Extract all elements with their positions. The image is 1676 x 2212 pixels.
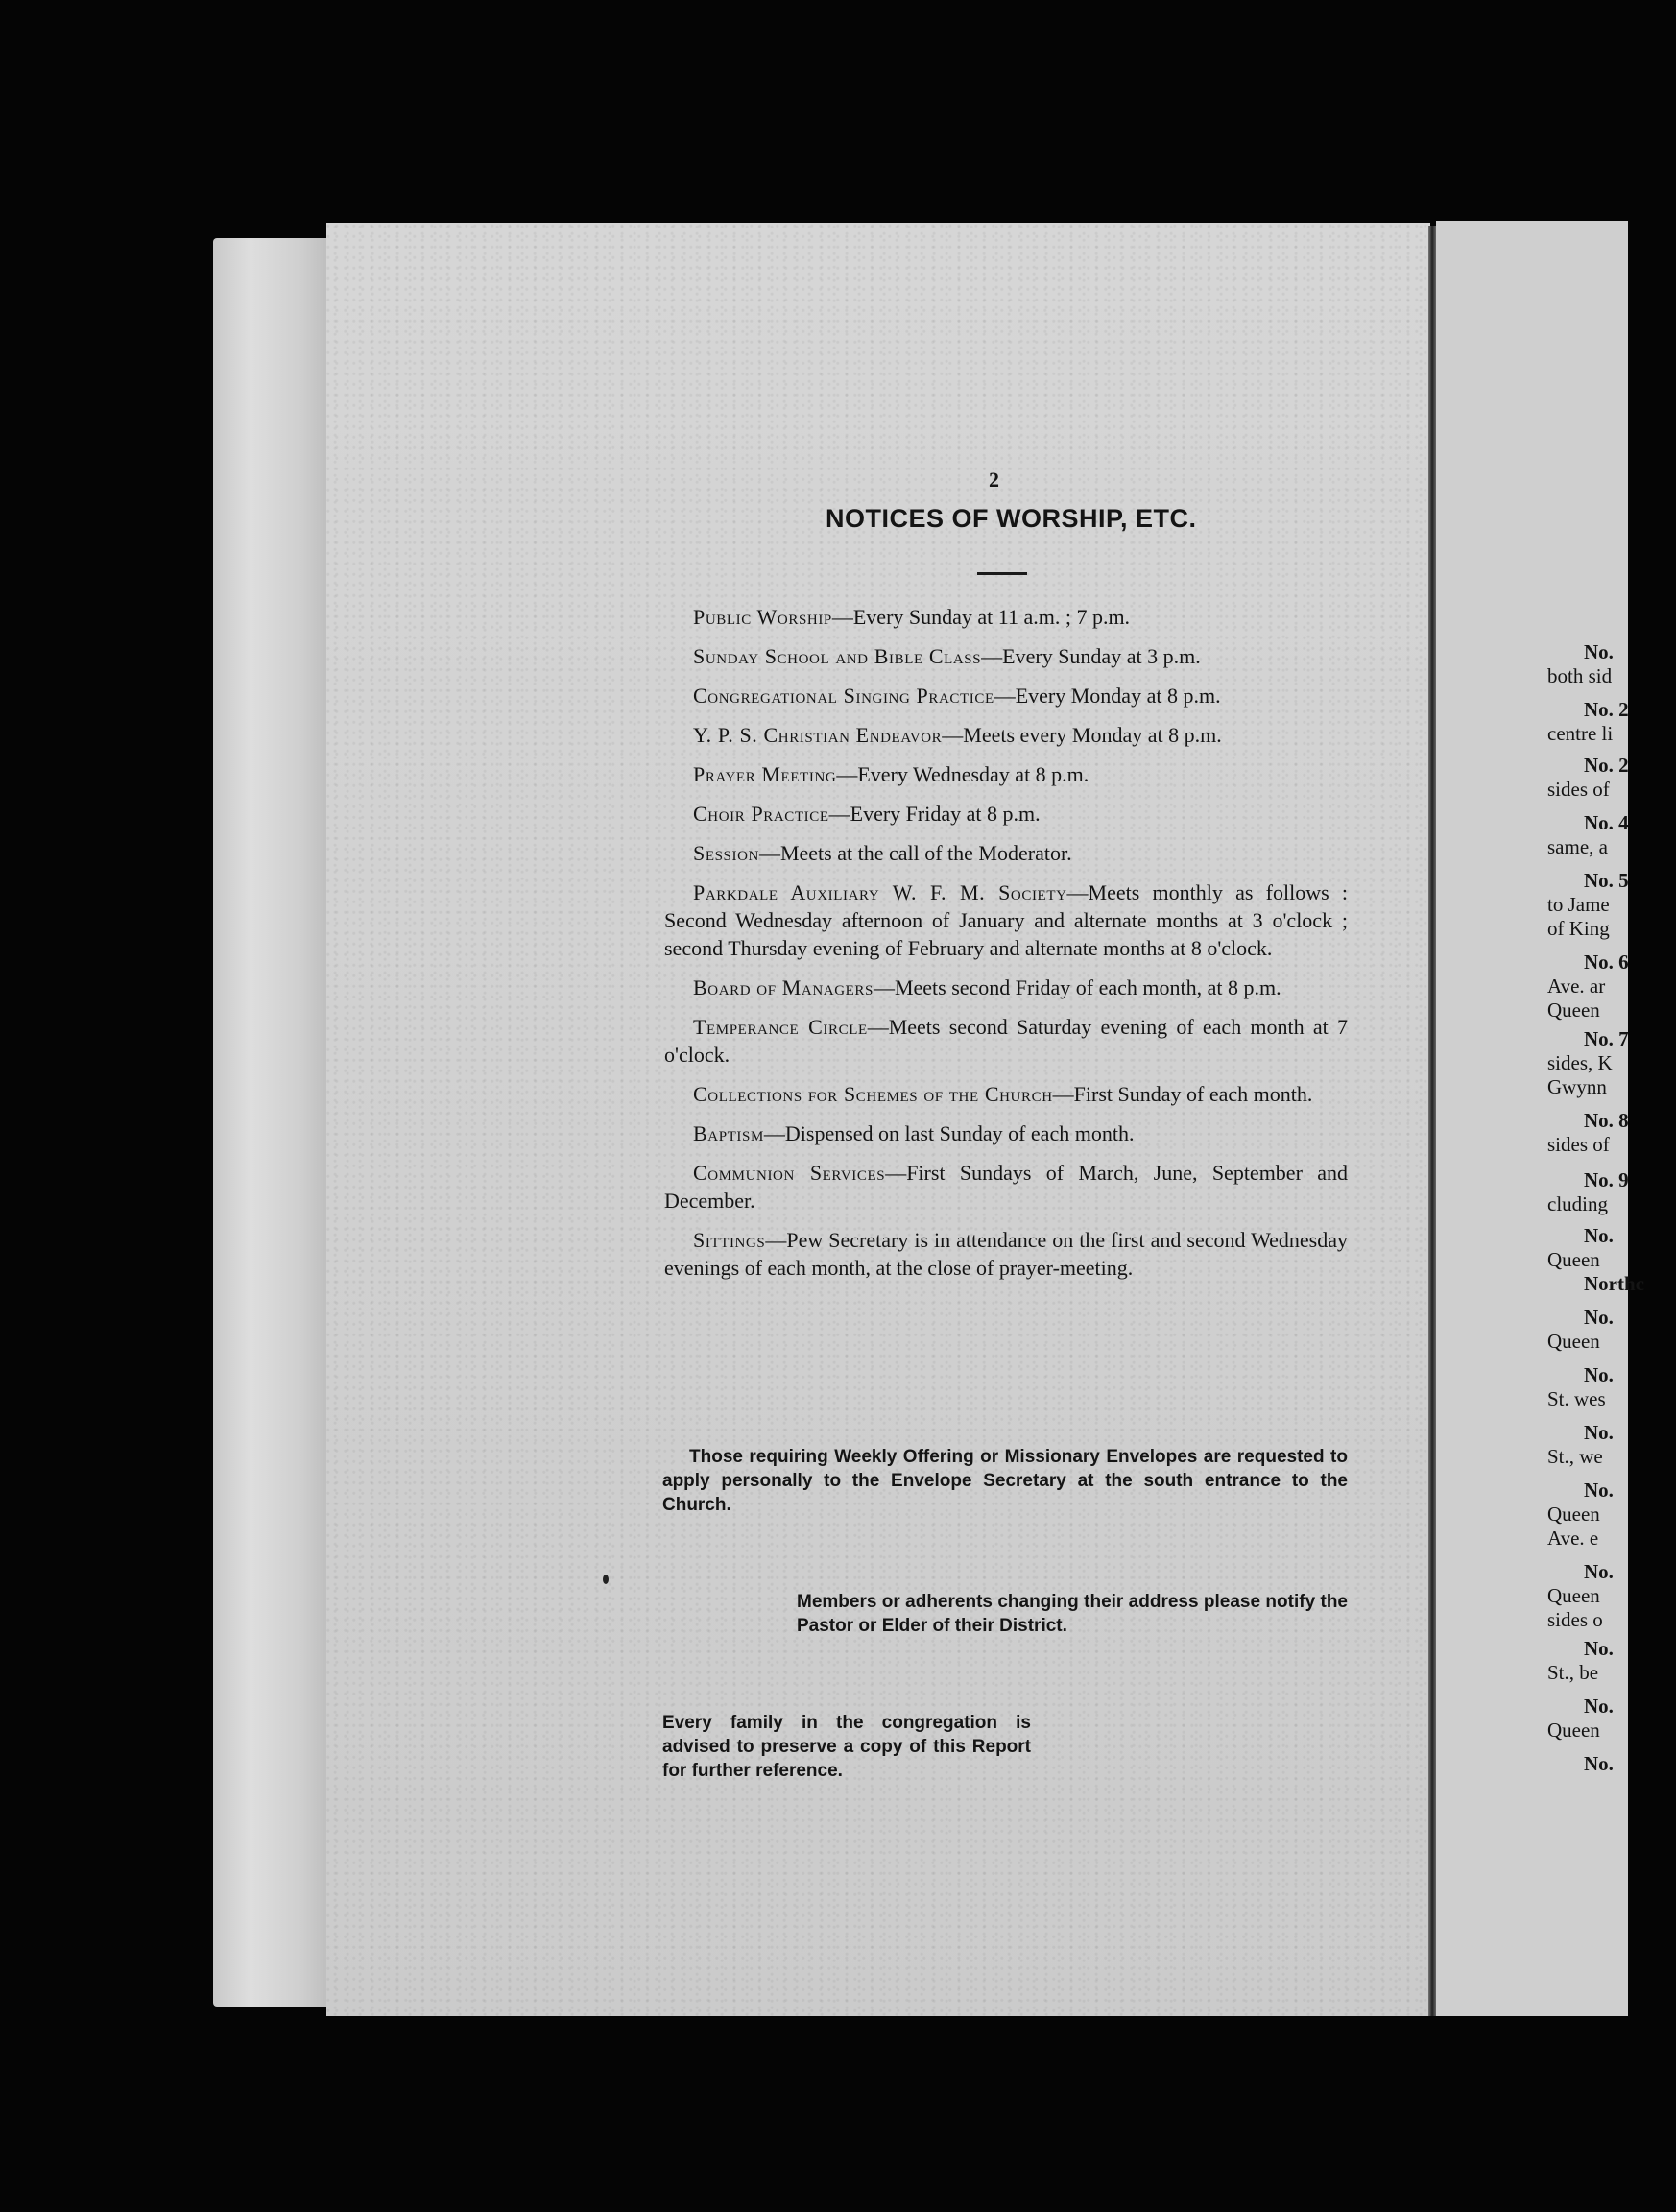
right-page-fragment: Ave. e bbox=[1547, 1527, 1599, 1550]
right-page-fragment: to Jame bbox=[1547, 893, 1610, 916]
notice-title: Y. P. S. Christian Endeavor bbox=[693, 723, 943, 747]
notice-title: Baptism bbox=[693, 1121, 764, 1145]
notice-text: —Dispensed on last Sunday of each month. bbox=[763, 1121, 1135, 1145]
right-page-fragment: both sid bbox=[1547, 664, 1613, 687]
notice-wfm-society bbox=[664, 878, 1348, 962]
notice-title: Choir Practice bbox=[693, 802, 829, 826]
notice-title: Congregational Singing Practice bbox=[693, 684, 994, 708]
right-page-fragment: No. bbox=[1584, 1421, 1614, 1444]
notice-text: —Every Sunday at 3 p.m. bbox=[981, 644, 1201, 668]
notice-title: Collections for Schemes of the Church bbox=[693, 1082, 1053, 1106]
envelope-notice: Those requiring Weekly Offering or Missionary Envelopes are requested to apply personally to the Envelope Secretary at the south entrance to the Church. bbox=[662, 1447, 1348, 1515]
right-page-fragment: No. bbox=[1584, 1479, 1614, 1502]
ink-blot bbox=[603, 1575, 609, 1584]
notice-text: —Every Sunday at 11 a.m. ; 7 p.m. bbox=[831, 605, 1131, 629]
notice-text: —Meets at the call of the Moderator. bbox=[758, 841, 1072, 865]
page-fold bbox=[1428, 226, 1436, 2016]
notice-text: —First Sundays of March, June, September and December. bbox=[664, 1161, 1348, 1213]
notice-text: —Meets second Saturday evening of each month at 7 o'clock. bbox=[664, 1015, 1348, 1067]
right-page-fragment: No. 7 bbox=[1584, 1027, 1629, 1050]
notice-public-worship bbox=[664, 603, 1348, 631]
right-page-fragment: Queen bbox=[1547, 1584, 1600, 1607]
right-page-fragment: No. bbox=[1584, 640, 1614, 663]
right-page-fragment: No. 2 bbox=[1584, 754, 1629, 777]
heading-rule bbox=[977, 572, 1027, 575]
right-page-fragment: centre li bbox=[1547, 722, 1614, 745]
notice-text: —Every Friday at 8 p.m. bbox=[828, 802, 1041, 826]
right-page-fragment: No. bbox=[1584, 1560, 1614, 1583]
notice-text: —Meets every Monday at 8 p.m. bbox=[942, 723, 1222, 747]
right-page-fragment: No. 2 bbox=[1584, 698, 1629, 721]
right-page-fragment: No. bbox=[1584, 1224, 1614, 1247]
right-page-fragment: No. bbox=[1584, 1363, 1614, 1386]
address-change-notice: Members or adherents changing their address please notify the Pastor or Elder of their District. bbox=[797, 1592, 1348, 1636]
notice-text: —First Sunday of each month. bbox=[1052, 1082, 1313, 1106]
right-page-fragment: No. bbox=[1584, 1637, 1614, 1660]
notice-title: Sittings bbox=[693, 1228, 766, 1252]
notice-communion bbox=[664, 1159, 1348, 1214]
right-page-fragment: No. 8 bbox=[1584, 1109, 1629, 1132]
notice-temperance-circle bbox=[664, 1013, 1348, 1069]
right-page-fragment: Gwynn bbox=[1547, 1075, 1607, 1098]
notice-title: Public Worship bbox=[693, 605, 832, 629]
notice-singing-practice bbox=[664, 682, 1348, 709]
right-page-fragment: Queen bbox=[1547, 1503, 1600, 1526]
notice-choir-practice bbox=[664, 800, 1348, 828]
right-page-fragment: Queen bbox=[1547, 1719, 1600, 1742]
notice-text: —Every Wednesday at 8 p.m. bbox=[836, 762, 1089, 786]
notice-title: Sunday School and Bible Class bbox=[693, 644, 982, 668]
notice-text: —Every Monday at 8 p.m. bbox=[994, 684, 1221, 708]
notice-session bbox=[664, 839, 1348, 867]
right-page-fragment: of King bbox=[1547, 917, 1610, 940]
right-page-fragment: Northc bbox=[1584, 1272, 1644, 1295]
right-page-fragment: No. 4 bbox=[1584, 811, 1629, 834]
notice-title: Prayer Meeting bbox=[693, 762, 837, 786]
right-page-fragment: Queen bbox=[1547, 1248, 1600, 1271]
right-page-fragment: No. bbox=[1584, 1306, 1614, 1329]
right-page-fragment: sides of bbox=[1547, 778, 1610, 801]
notice-sittings bbox=[664, 1226, 1348, 1282]
notice-baptism bbox=[664, 1119, 1348, 1147]
right-page-fragment: same, a bbox=[1547, 835, 1608, 858]
right-page-fragment: sides of bbox=[1547, 1133, 1610, 1156]
right-page-fragment: St. wes bbox=[1547, 1387, 1606, 1410]
notice-collections bbox=[664, 1080, 1348, 1108]
right-page-fragment: Ave. ar bbox=[1547, 974, 1606, 998]
right-page-fragment: sides, K bbox=[1547, 1051, 1613, 1074]
notice-title: Temperance Circle bbox=[693, 1015, 868, 1039]
right-page-fragment: No. 5 bbox=[1584, 869, 1629, 892]
notice-prayer-meeting bbox=[664, 760, 1348, 788]
right-page-fragment: St., we bbox=[1547, 1445, 1603, 1468]
right-page-fragment: cluding bbox=[1547, 1192, 1608, 1215]
page-number: 2 bbox=[989, 468, 999, 492]
right-page-fragment: No. 9 bbox=[1584, 1168, 1629, 1191]
notice-christian-endeavor bbox=[664, 721, 1348, 749]
notice-text: —Meets monthly as follows : Second Wednesday afternoon of January and alternate months at 3 o'clock ; second Thursday evening of February and alternate months at 8 o'clock. bbox=[664, 880, 1348, 960]
page-heading: NOTICES OF WORSHIP, ETC. bbox=[826, 504, 1197, 533]
notice-sunday-school bbox=[664, 642, 1348, 670]
notice-text: —Meets second Friday of each month, at 8 p.m. bbox=[873, 975, 1281, 999]
right-page-fragment: Queen bbox=[1547, 998, 1600, 1022]
notice-title: Communion Services bbox=[693, 1161, 886, 1185]
document-spine bbox=[213, 238, 338, 2007]
preserve-report-notice: Every family in the congregation is advised to preserve a copy of this Report for further reference. bbox=[662, 1713, 1031, 1781]
notices-list bbox=[664, 603, 1348, 1293]
right-page-fragment: No. 6 bbox=[1584, 950, 1629, 974]
notice-title: Board of Managers bbox=[693, 975, 874, 999]
notice-text: —Pew Secretary is in attendance on the first and second Wednesday evenings of each month, at the close of prayer-meeting. bbox=[664, 1228, 1348, 1280]
notice-title: Session bbox=[693, 841, 759, 865]
right-page-fragment: No. bbox=[1584, 1695, 1614, 1718]
notice-board-of-managers bbox=[664, 974, 1348, 1001]
notice-title: Parkdale Auxiliary W. F. M. Society bbox=[693, 880, 1067, 904]
right-page-fragment: Queen bbox=[1547, 1330, 1600, 1353]
right-page-fragment: St., be bbox=[1547, 1661, 1599, 1684]
right-page-fragment: No. bbox=[1584, 1752, 1614, 1775]
right-page-fragment: sides o bbox=[1547, 1608, 1603, 1631]
